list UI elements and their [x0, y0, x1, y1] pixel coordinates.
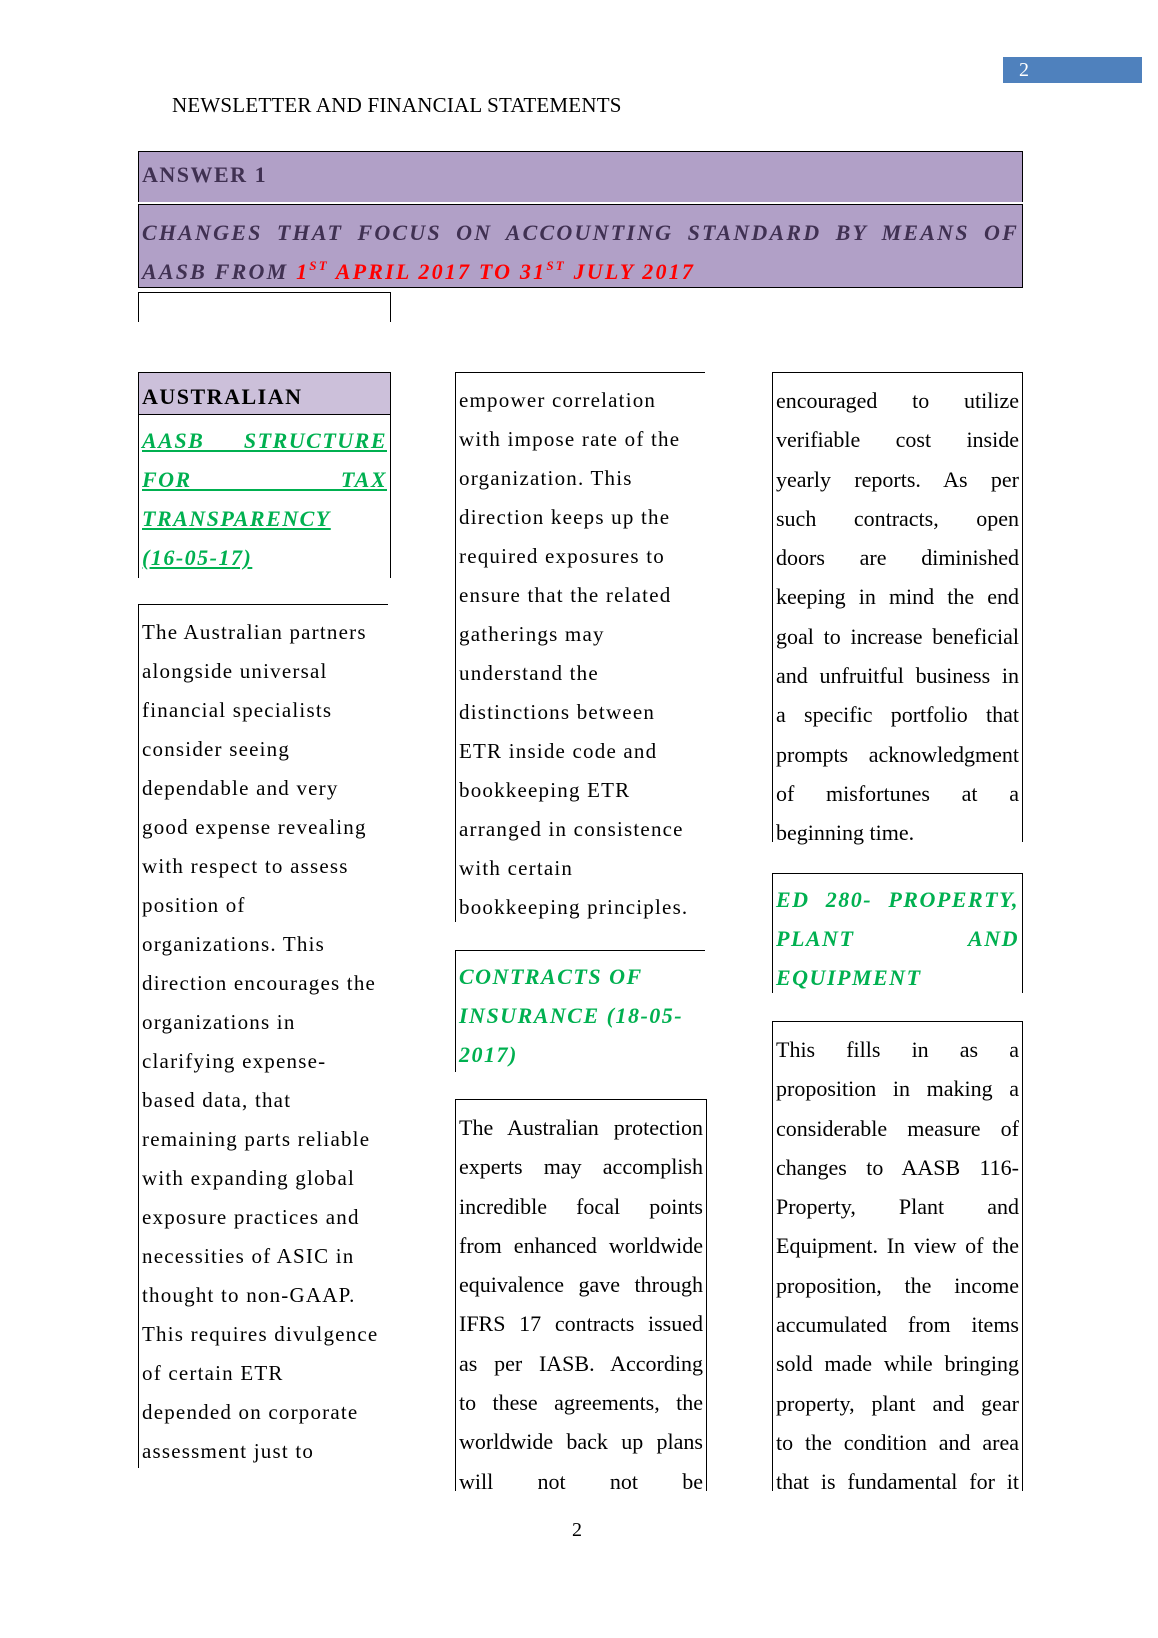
changes-heading-line2	[142, 252, 1019, 291]
contracts-insurance-subhead: CONTRACTS OF INSURANCE (18-05- 2017)	[455, 950, 705, 1072]
col2-body2: The Australian protection experts may accomplish incredible focal points from enhanced worldwide equivalence gave through IFRS 17 contracts issued as per IASB. According to these agreements, the worldwide back up plans will not not be	[455, 1099, 707, 1491]
aasb-structure-subhead: AASB STRUCTURE FOR TAX TRANSPARENCY (16-05-17)	[142, 428, 387, 570]
page-number-tab: 2	[1003, 57, 1142, 83]
col1-body: The Australian partners alongside universal financial specialists consider seeing dependable and very good expense revealing with respect to assess position of organizations. This direction encourages the organizations in clarifying expense- based data, that remaining parts reliable with expanding global exposure practices and necessities of ASIC in thought to non-GAAP. This requires divulgence of certain ETR depended on corporate assessment just to	[138, 604, 388, 1468]
changes-heading-prefix: AASB FROM	[142, 259, 297, 284]
footer-page-number: 2	[572, 1519, 582, 1541]
changes-heading	[138, 204, 1023, 288]
col3-body2: This fills in as a proposition in making a considerable measure of changes to AASB 116- Property, Plant and Equipment. In view of the proposition, the income accumulated from items sold made while bringing property, plant and gear to the condition and area that is fundamental for it	[772, 1021, 1023, 1491]
australian-title: AUSTRALIAN	[139, 373, 390, 415]
col3-body: encouraged to utilize verifiable cost inside yearly reports. As per such contracts, open doors are diminished keeping in mind the end goal to increase beneficial and unfruitful business in a specific portfolio that prompts acknowledgment of misfortunes at a beginning time.	[772, 372, 1023, 842]
empty-box	[138, 292, 391, 322]
changes-heading-line1: CHANGES THAT FOCUS ON ACCOUNTING STANDARD BY MEANS OF	[142, 220, 1019, 245]
answer-heading: ANSWER 1	[138, 151, 1023, 202]
australian-heading-box	[138, 372, 391, 578]
col2-body: empower correlation with impose rate of the organization. This direction keeps up the required exposures to ensure that the related gatherings may understand the distinctions between ETR inside code and bookkeeping ETR arranged in consistence with certain bookkeeping principles.	[455, 372, 705, 922]
ed-280-subhead: ED 280- PROPERTY, PLANT AND EQUIPMENT	[772, 873, 1023, 993]
date-range: 1ST APRIL 2017 TO 31ST JULY 2017	[296, 258, 696, 284]
document-header: NEWSLETTER AND FINANCIAL STATEMENTS	[172, 93, 622, 117]
